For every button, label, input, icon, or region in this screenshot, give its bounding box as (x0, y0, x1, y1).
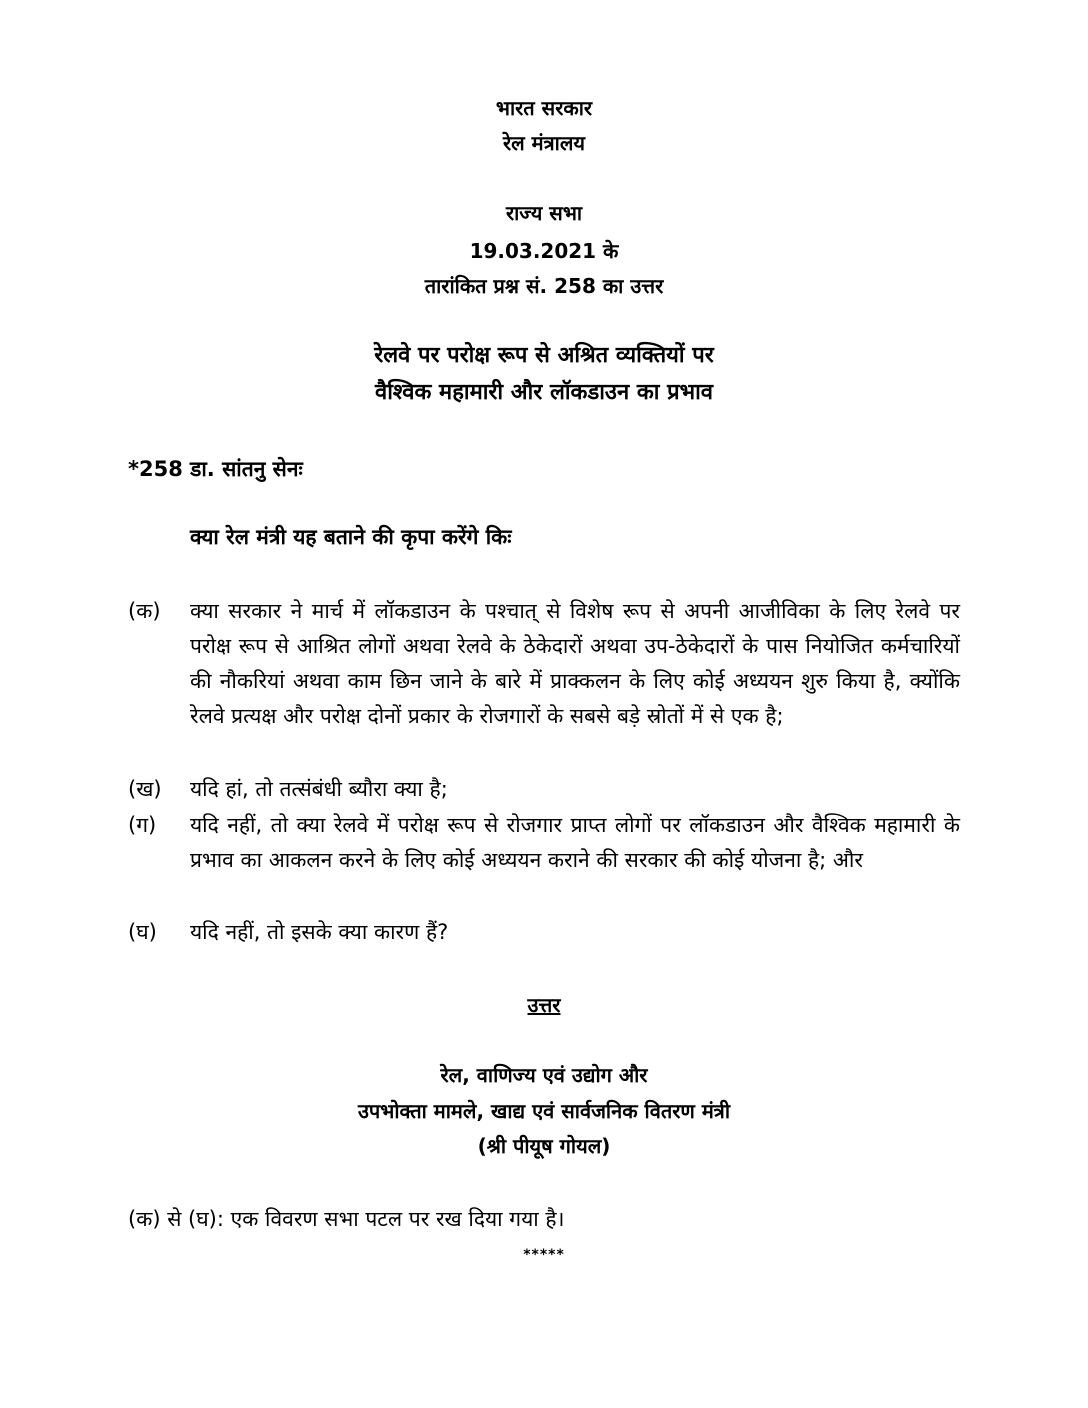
question-asker: *258 डा. सांतनु सेनः (128, 457, 303, 481)
subject-line-2: वैश्विक महामारी और लॉकडाउन का प्रभाव (374, 380, 714, 405)
house-name: राज्य सभा (505, 201, 583, 225)
item-text-gha: यदि नहीं, तो इसके क्या कारण हैं? (190, 920, 449, 944)
date-line: 19.03.2021 के (469, 239, 619, 263)
minister-title-line-2: उपभोक्ता मामले, खाद्य एवं सार्वजनिक वितरण मंत्री (357, 1099, 731, 1123)
item-label-ka: (क) (128, 599, 161, 623)
end-mark: ***** (523, 1247, 565, 1263)
question-number-line: तारांकित प्रश्न सं. 258 का उत्तर (424, 274, 664, 298)
answer-heading: उत्तर (527, 993, 561, 1017)
subject-line-1: रेलवे पर परोक्ष रूप से अश्रित व्यक्तियों पर (374, 343, 714, 368)
minister-title-line-1: रेल, वाणिज्य एवं उद्योग और (440, 1063, 648, 1087)
question-prompt: क्या रेल मंत्री यह बताने की कृपा करेंगे किः (190, 525, 512, 549)
answer-reply: (क) से (घ): एक विवरण सभा पटल पर रख दिया गया है। (128, 1207, 565, 1231)
item-label-ga: (ग) (128, 813, 157, 837)
item-label-gha: (घ) (128, 920, 157, 944)
item-label-kha: (ख) (128, 777, 162, 801)
item-text-kha: यदि हां, तो तत्संबंधी ब्यौरा क्या है; (190, 777, 448, 801)
government-heading: भारत सरकार (495, 96, 593, 120)
item-text-ga: यदि नहीं, तो क्या रेलवे में परोक्ष रूप से रोजगार प्राप्त लोगों पर लॉकडाउन और वैश्विक महामारी के प्रभाव का आकलन करने के लिए कोई अध्ययन कराने की सरकार की कोई योजना है; और (190, 813, 960, 872)
minister-name: (श्री पीयूष गोयल) (477, 1134, 611, 1158)
ministry-heading: रेल मंत्रालय (502, 131, 586, 155)
item-text-ka: क्या सरकार ने मार्च में लॉकडाउन के पश्चात् से विशेष रूप से अपनी आजीविका के लिए रेलवे पर परोक्ष रूप से आश्रित लोगों अथवा रेलवे के ठेकेदारों अथवा उप-ठेकेदारों के पास नियोजित कर्मचारियों की नौकरियां अथवा काम छिन जाने के बारे में प्राक्कलन के लिए कोई अध्ययन शुरु किया है, क्योंकि रेलवे प्रत्यक्ष और परोक्ष दोनों प्रकार के रोजगारों के सबसे बड़े स्रोतों में से एक है; (190, 599, 960, 728)
